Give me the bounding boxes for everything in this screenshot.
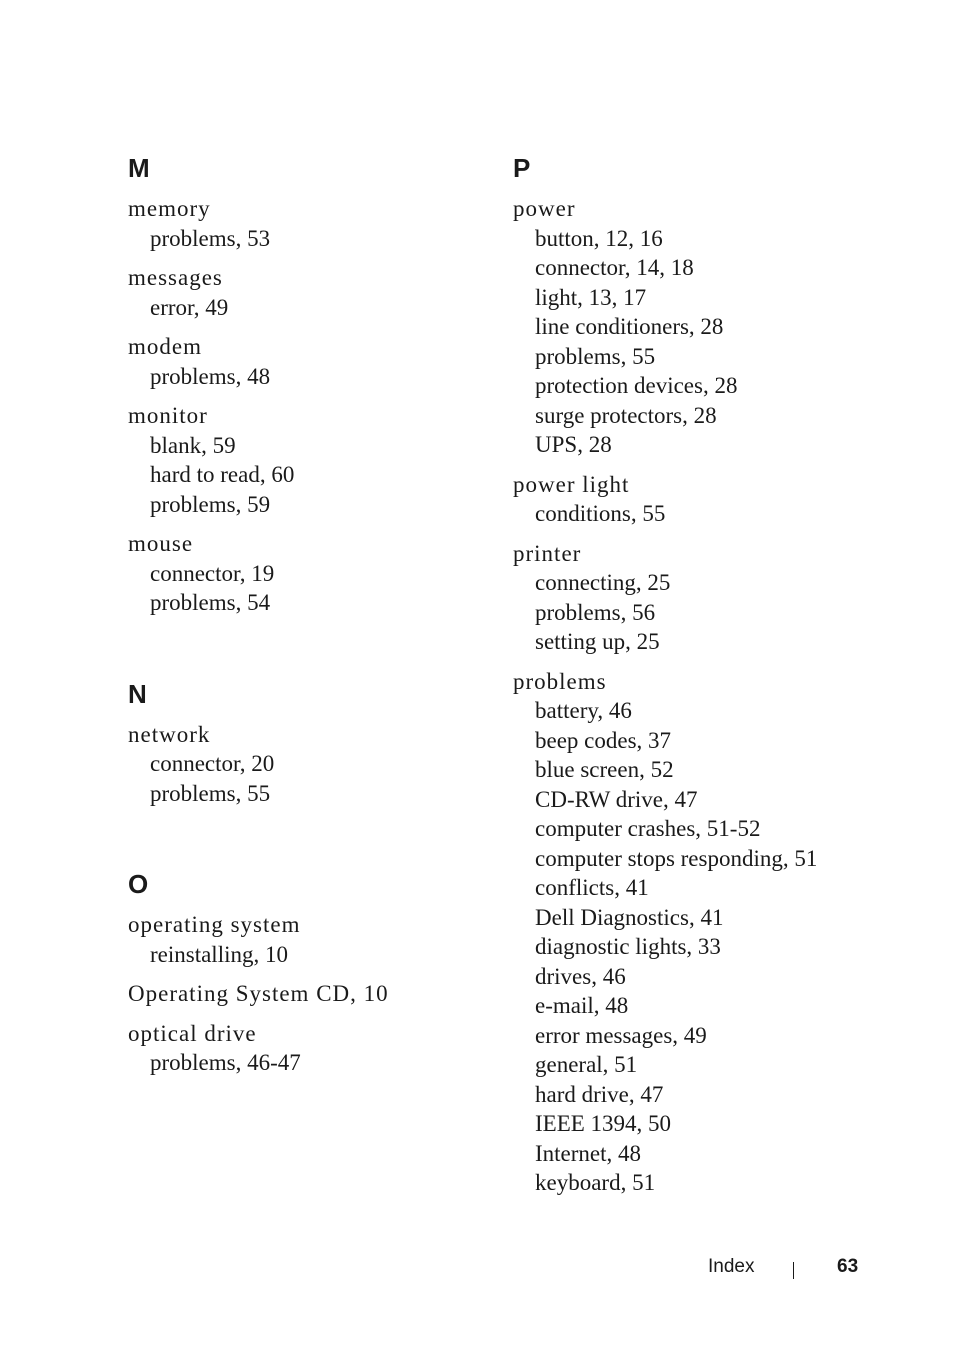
index-term: monitor (128, 403, 208, 428)
index-subentry: hard drive, 47 (535, 1081, 664, 1107)
index-subentry: problems, 46-47 (150, 1050, 301, 1075)
index-subentry: problems, 55 (535, 343, 656, 369)
index-subentry: Dell Diagnostics, 41 (535, 904, 724, 930)
index-subentry: blank, 59 (150, 432, 236, 458)
index-subentry: hard to read, 60 (150, 462, 295, 487)
section-letter-heading: M (128, 153, 150, 183)
index-section (513, 148, 913, 1198)
index-subentry: problems, 53 (150, 225, 271, 251)
index-subentry: conflicts, 41 (535, 875, 649, 900)
index-term: messages (128, 265, 223, 290)
index-subentry: computer crashes, 51-52 (535, 816, 761, 841)
index-term: network (128, 721, 211, 747)
index-term: power (513, 196, 576, 221)
index-subentry: problems, 56 (535, 599, 656, 625)
index-subentry: setting up, 25 (535, 629, 660, 654)
index-subentry: connector, 14, 18 (535, 255, 694, 280)
index-subentry: connector, 19 (150, 560, 275, 586)
index-entry (128, 910, 478, 969)
index-entry (128, 401, 478, 519)
index-entry (513, 470, 913, 529)
index-subentry: connector, 20 (150, 751, 275, 776)
section-spacer (128, 618, 478, 674)
page-footer (0, 1254, 954, 1284)
index-subentry: Internet, 48 (535, 1140, 642, 1166)
index-subentry: surge protectors, 28 (535, 402, 717, 428)
index-entry (128, 194, 478, 253)
index-subentry: beep codes, 37 (535, 727, 672, 753)
index-subentry: UPS, 28 (535, 432, 612, 457)
index-term: memory (128, 196, 211, 221)
index-term: power light (513, 471, 630, 497)
index-subentry: general, 51 (535, 1052, 638, 1077)
index-section (128, 148, 478, 618)
index-subentry: reinstalling, 10 (150, 941, 288, 967)
index-subentry: problems, 55 (150, 780, 271, 806)
index-subentry: computer stops responding, 51 (535, 845, 818, 871)
index-entry (128, 979, 478, 1009)
index-subentry: diagnostic lights, 33 (535, 934, 721, 959)
index-term: problems (513, 668, 607, 694)
index-entry (128, 720, 478, 809)
index-subentry: problems, 59 (150, 491, 271, 517)
footer-section-label: Index (708, 1256, 755, 1277)
index-subentry: button, 12, 16 (535, 225, 663, 251)
index-term: optical drive (128, 1020, 257, 1046)
index-column-left (128, 148, 478, 1078)
index-entry (128, 529, 478, 618)
index-subentry: connecting, 25 (535, 570, 671, 595)
index-subentry: CD-RW drive, 47 (535, 786, 698, 812)
index-entry (513, 667, 913, 1198)
section-spacer (128, 808, 478, 864)
section-letter-heading: P (513, 153, 531, 183)
footer-separator (793, 1262, 794, 1279)
index-subentry: e-mail, 48 (535, 993, 629, 1018)
index-subentry: protection devices, 28 (535, 373, 738, 398)
index-subentry: keyboard, 51 (535, 1170, 656, 1195)
page-number: 63 (837, 1256, 859, 1277)
index-term: operating system (128, 912, 301, 937)
index-subentry: error, 49 (150, 294, 229, 320)
index-entry (128, 332, 478, 391)
index-subentry: error messages, 49 (535, 1022, 707, 1048)
index-term: Operating System CD, 10 (128, 981, 389, 1006)
section-letter-heading: N (128, 678, 147, 709)
index-subentry: IEEE 1394, 50 (535, 1111, 672, 1136)
index-subentry: conditions, 55 (535, 501, 666, 526)
index-subentry: blue screen, 52 (535, 757, 674, 782)
index-column-right (513, 148, 913, 1198)
index-section (128, 864, 478, 1078)
section-letter-heading: O (128, 869, 149, 899)
index-term: mouse (128, 531, 194, 556)
index-entry (513, 539, 913, 657)
index-entry (513, 194, 913, 460)
index-section (128, 674, 478, 809)
index-subentry: line conditioners, 28 (535, 314, 724, 339)
index-subentry: light, 13, 17 (535, 284, 647, 310)
index-entry (128, 1019, 478, 1078)
index-term: modem (128, 334, 202, 359)
index-subentry: problems, 48 (150, 363, 271, 389)
index-term: printer (513, 540, 582, 566)
index-subentry: drives, 46 (535, 963, 626, 989)
index-subentry: problems, 54 (150, 590, 271, 615)
index-entry (128, 263, 478, 322)
index-subentry: battery, 46 (535, 698, 632, 723)
